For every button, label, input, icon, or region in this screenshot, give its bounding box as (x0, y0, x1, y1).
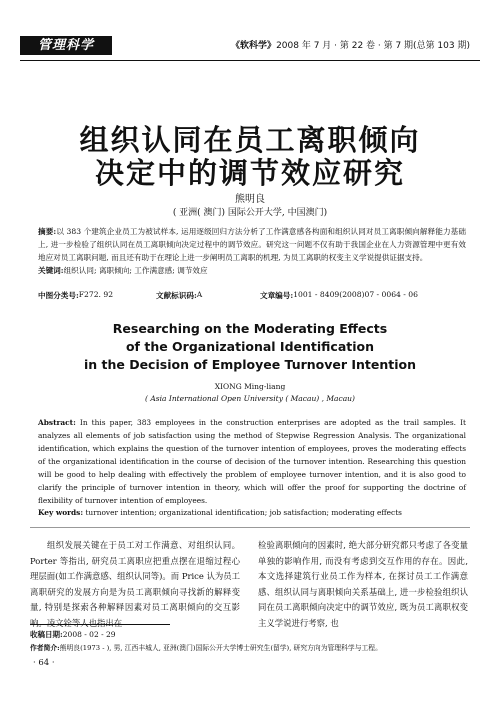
journal-citation (231, 38, 470, 51)
page-number: · 64 · (33, 658, 55, 668)
abstract-en-label: Abstract: (38, 418, 76, 427)
author-bio-text: 熊明良(1973 - ), 男, 江西丰城人, 亚洲(澳门)国际公开大学博士研究生(留学), 研究方向为管理科学与工程。 (59, 644, 382, 652)
footnote-received (30, 629, 116, 640)
title-cn-line-2: 决定中的调节效应研究 (94, 156, 405, 190)
body-column-left: 组织发展关键在于员工对工作满意、对组织认同。Porter 等指出, 研究员工离职应把重点摆在退缩过程心理层面(如工作满意感、组织认同等)。而 Price 认为员工离职研究的发展方向是为员工离职倾向寻找新的解释变量, 特别是探索各种解释因素对员工离职倾向的交互影响。凌文铨等人也指出在 (30, 540, 240, 628)
doc-value: A (196, 290, 203, 299)
author-en: XIONG Ming-liang (214, 382, 286, 391)
affiliation-cn: ( 亚洲( 澳门) 国际公开大学, 中国澳门) (172, 208, 328, 218)
body-column-right: 检验离职倾向的因素时, 绝大部分研究都只考虑了各变量单独的影响作用, 而没有考虑到交互作用的存在。因此, 本文选择建筑行业员工作为样本, 在探讨员工工作满意感、组织认同与离职倾向关系基础上, 进一步检验组织认同在员工离职倾向决定中的调节效应, 既为员工离职权变主义学说进行考察, 也 (258, 540, 468, 628)
abstract-en-text: In this paper, 383 employees in the construction enterprises are adopted as the trail samples. It analyzes all elements of job satisfaction using the method of Stepwise Regression Analysis. The organizational identification, which explains the question of the turnover intention of employees, proves the moderating effects of the organizational identification in the course of decision of the turnover intention. Researching this question will be good to help dealing with effectively the problem of employee turnover intention, and it is also good to clarify the principle of turnover intention in theory, which will offer the proof for supporting the doctrine of flexibility of turnover intention of employees. (38, 418, 466, 505)
clc-number (38, 290, 114, 301)
article-number (260, 290, 418, 301)
abstract-cn (38, 225, 466, 277)
keywords-en (38, 508, 466, 517)
art-label: 文章编号: (260, 291, 294, 300)
abstract-en (38, 416, 466, 507)
keywords-en-text: turnover intention; organizational identification; job satisfaction; moderating effects (85, 508, 402, 517)
author-cn: 熊明良 (235, 194, 265, 205)
clc-label: 中图分类号: (38, 291, 79, 300)
title-cn-line-1: 组织认同在员工离职倾向 (79, 123, 421, 157)
journal-section-badge: 管理科学 (20, 36, 112, 55)
header-rule (20, 60, 480, 61)
title-en-line-1: Researching on the Moderating Effects (112, 321, 388, 336)
doc-label: 文献标识码: (156, 291, 197, 300)
title-en-line-2: of the Organizational Identification (125, 339, 375, 354)
keywords-cn-label: 关键词: (38, 266, 64, 275)
keywords-cn-text: 组织认同; 离职倾向; 工作满意感; 调节效应 (63, 266, 208, 275)
journal-name: 《软科学》 (231, 41, 277, 51)
abstract-separator (30, 527, 470, 528)
footnote-author-bio (30, 642, 382, 652)
document-code (156, 290, 203, 301)
clc-value: F272. 92 (78, 290, 114, 299)
received-date: 2008 - 02 - 29 (62, 630, 116, 639)
keywords-en-label: Key words: (38, 508, 84, 517)
author-bio-label: 作者简介: (30, 644, 60, 652)
abstract-cn-label: 摘要: (38, 227, 57, 236)
affiliation-en: ( Asia International Open University ( Macau) , Macau) (145, 394, 355, 403)
journal-issue: 2008 年 7 月 · 第 22 卷 · 第 7 期(总第 103 期) (276, 41, 470, 51)
footnote-rule (30, 624, 170, 625)
received-label: 收稿日期: (30, 630, 63, 639)
art-value: 1001 - 8409(2008)07 - 0064 - 06 (293, 290, 418, 299)
abstract-cn-text: 以 383 个建筑企业员工为被试样本, 运用逐级回归方法分析了工作满意感各构面和组织认同对员工离职倾向解释能力基础上, 进一步检验了组织认同在员工离职倾向决定过程中的调节效应。研究这一问题不仅有助于我国企业在人力资源管理中更有效地应对员工离职问题, 而且还有助于在理论上进一步阐明员工离职的机理, 为员工离职的权变主义学说提供证据支持。 (38, 227, 466, 262)
title-en-line-3: in the Decision of Employee Turnover Intention (83, 357, 417, 372)
